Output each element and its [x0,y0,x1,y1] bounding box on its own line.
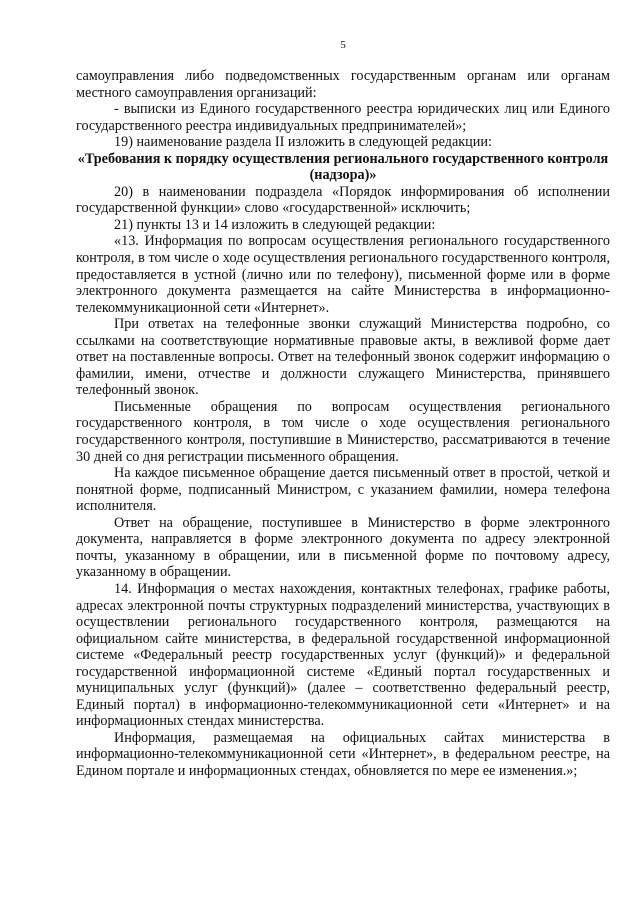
paragraph-phone-answers: При ответах на телефонные звонки служащий Министерства подробно, со ссылками на соответствующие нормативные правовые акты, в вежливой форме дает ответ на поставленные вопросы. Ответ на телефонный звонок содержит информацию о фамилии, имени, отчестве и должности служащего Министерства, принявшего телефонный звонок. [76,316,610,399]
paragraph-item-19: 19) наименование раздела II изложить в следующей редакции: [114,134,492,151]
page-number: 5 [340,39,346,51]
section-heading: «Требования к порядку осуществления регионального государственного контроля (надзора)» [77,150,609,184]
paragraph-continuation: самоуправления либо подведомственных государственным органам или органам местного самоуправления организаций: [76,68,610,101]
paragraph-written-answer: На каждое письменное обращение дается письменный ответ в простой, четкой и понятной форме, подписанный Министром, с указанием фамилии, номера телефона исполнителя. [76,465,610,515]
paragraph-information-update: Информация, размещаемая на официальных сайтах министерства в информационно-телекоммуникационной сети «Интернет», в федеральном реестре, на Едином портале и информационных стендах, обновляется по мере ее изменения.»; [76,729,610,779]
paragraph-extract-item: - выписки из Единого государственного реестра юридических лиц или Единого государственного реестра индивидуальных предпринимателей»; [76,101,610,134]
paragraph-electronic-answer: Ответ на обращение, поступившее в Министерство в форме электронного документа, направляется в форме электронного документа по адресу электронной почты, указанному в обращении, или в письменной форме по почтовому адресу, указанному в обращении. [76,514,610,581]
paragraph-clause-14: 14. Информация о местах нахождения, контактных телефонах, графике работы, адресах электронной почты структурных подразделений министерства, участвующих в осуществлении регионального государственного контроля, размещаются на официальном сайте министерства, в федеральной государственной информационной системе «Федеральный реестр государственных услуг (функций)» и федеральной государственной информационной системе «Единый портал государственных и муниципальных услуг (функций)» (далее – соответственно федеральный реестр, Единый портал) в информационно-телекоммуникационной сети «Интернет» и на информационных стендах министерства. [76,580,610,730]
paragraph-item-21: 21) пункты 13 и 14 изложить в следующей редакции: [114,216,436,233]
document-body [76,68,610,780]
paragraph-clause-13: «13. Информация по вопросам осуществления регионального государственного контроля, в том числе о ходе осуществления регионального государственного контроля, предоставляется в устной (лично или по телефону), письменной форме или в форме электронного документа размещается на сайте Министерства в информационно-телекоммуникационной сети «Интернет». [76,233,610,316]
paragraph-item-20: 20) в наименовании подраздела «Порядок информирования об исполнении государственной функции» слово «государственной» исключить; [76,183,610,217]
paragraph-written-requests: Письменные обращения по вопросам осуществления регионального государственного контроля, в том числе о ходе осуществления регионального государственного контроля, поступившие в Министерство, рассматриваются в течение 30 дней со дня регистрации письменного обращения. [76,398,610,465]
